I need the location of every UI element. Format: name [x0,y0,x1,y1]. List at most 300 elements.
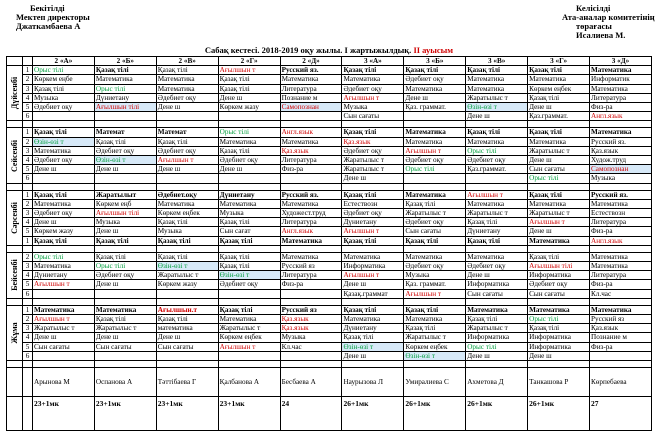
lesson-row [7,112,652,121]
lesson-cell: Қазақ тілі [33,84,95,93]
lesson-cell [94,112,156,121]
separator-cell [218,361,280,368]
lesson-cell: Қазақ тілі [466,218,528,227]
lesson-number: 2 [23,75,33,84]
day-name: Жұма [9,322,19,344]
lesson-cell: Қазақ.граммат [342,289,404,298]
lesson-cell: Қазақ тілі [94,252,156,261]
lesson-cell: Жаратылыс т [33,324,95,333]
lesson-cell: Математика [590,199,652,208]
lesson-cell: Қазақ тілі [528,324,590,333]
lesson-cell: Литература [590,271,652,280]
separator-cell [94,183,156,190]
separator-cell [94,298,156,305]
lesson-cell: Қаз.язык [280,146,342,155]
lesson-cell: Қазақ тілі [33,190,95,199]
lesson-number: 2 [23,137,33,146]
lesson-cell: Жаратылыс т [156,271,218,280]
lesson-cell: Дене ш [94,333,156,342]
lesson-row [7,227,652,236]
lesson-cell: Информатик [590,75,652,84]
weekly-hours: 23+1мк [156,397,218,431]
lesson-cell: Самопознан [280,103,342,112]
lesson-cell: Математика [404,128,466,137]
agreement-line: Ата-аналар комитетінің [562,12,655,22]
lesson-cell: Дене ш [218,165,280,174]
separator-cell [33,183,95,190]
lesson-cell: Информатика [466,280,528,289]
class-header: 3 «В» [466,57,528,66]
lesson-cell: Орыс тілі [528,174,590,183]
lesson-cell [218,289,280,298]
lesson-cell: Сын сағат [218,227,280,236]
lesson-number: 4 [23,218,33,227]
lesson-row [7,351,652,360]
lesson-cell: Ағылшын тілі [94,209,156,218]
separator-cell [404,245,466,252]
agreement-line: Келісілді [576,3,611,13]
lesson-cell: Литература [280,156,342,165]
teacher-name: Арынова М [33,368,95,397]
separator-cell [156,361,218,368]
lesson-number: 5 [23,165,33,174]
lesson-cell: Англ.язык [280,128,342,137]
separator-cell [94,245,156,252]
lesson-cell: Дене ш [342,351,404,360]
lesson-cell: Музыка [156,227,218,236]
lesson-cell: Математика [590,66,652,75]
lesson-cell: Дене ш [94,280,156,289]
lesson-cell: Литература [590,218,652,227]
lesson-cell: Ағылшын т [33,280,95,289]
separator-cell [404,183,466,190]
lesson-cell: Дене ш [466,351,528,360]
lesson-number: 3 [23,324,33,333]
lesson-number: 4 [23,333,33,342]
teacher-name: Ахметова Д [466,368,528,397]
day-separator [7,245,652,252]
lesson-cell: Математика [466,199,528,208]
lesson-cell: Музыка [404,271,466,280]
lesson-cell: Әдебиет оқу [218,156,280,165]
lesson-cell: Қаз.язык [342,137,404,146]
lesson-cell [94,174,156,183]
lesson-number: 4 [23,156,33,165]
separator-cell [218,245,280,252]
lesson-cell: Өзін-өзі т [218,271,280,280]
separator-cell [528,183,590,190]
lesson-cell: Көркем еңб [94,199,156,208]
lesson-cell: Дене ш [528,103,590,112]
lesson-cell: Қазақ тілі [156,315,218,324]
lesson-cell: Математика [590,84,652,93]
lesson-number: 4 [23,271,33,280]
lesson-cell: Қазақ тілі [342,236,404,245]
separator-cell [342,245,404,252]
lesson-cell: Сын сағаты [342,112,404,121]
lesson-cell: Қазақ тілі [528,93,590,102]
lesson-cell [33,289,95,298]
separator-cell [7,361,23,368]
day-cell [7,305,23,360]
weekly-hours: 26+1мк [404,397,466,431]
lesson-cell: Музыка [33,93,95,102]
lesson-cell: Математика [466,75,528,84]
lesson-cell: Русский яз [280,305,342,314]
lesson-cell: Физ-ра [590,103,652,112]
lesson-cell: Қаз.язык [590,324,652,333]
separator-cell [342,361,404,368]
lesson-cell: Дүниетану [218,190,280,199]
weekly-hours: 24 [280,397,342,431]
separator-cell [342,121,404,128]
lesson-cell: Әдебиет оқу [156,93,218,102]
separator-cell [218,298,280,305]
lesson-row [7,324,652,333]
lesson-cell: Қазақ тілі [528,190,590,199]
class-header: 2 «Г» [218,57,280,66]
day-separator [7,183,652,190]
lesson-cell: Русский яз. [280,66,342,75]
lesson-cell: Қазақ тілі [94,137,156,146]
lesson-cell: Музыка [218,209,280,218]
lesson-cell: Математика [404,190,466,199]
lesson-number: 1 [23,305,33,314]
lesson-cell: Математика [156,84,218,93]
weekly-hours: 23+1мк [33,397,95,431]
separator-cell [218,183,280,190]
lesson-cell: Математика [590,305,652,314]
separator-cell [590,245,652,252]
lesson-cell: Дене ш [156,103,218,112]
lesson-cell: Физ-ра [590,342,652,351]
lesson-cell: Математика [342,252,404,261]
lesson-cell: Жаратылыс т [466,324,528,333]
separator-cell [466,298,528,305]
lesson-cell: Математика [33,199,95,208]
lesson-cell: Қазақ тілі [156,66,218,75]
separator-cell [156,183,218,190]
lesson-cell: Қазақ тілі [218,75,280,84]
lesson-cell: Әдебиет оқу [33,103,95,112]
lesson-cell: Өзін-өзі т [94,156,156,165]
lesson-cell [404,174,466,183]
lesson-cell: Естествозн [342,199,404,208]
lesson-cell: Өзін-өзі т [156,262,218,271]
day-separator [7,298,652,305]
separator-cell [7,121,23,128]
teacher-name: Умиралиева С [404,368,466,397]
lesson-cell: Жаратылыс т [342,165,404,174]
lesson-cell: Математика [404,252,466,261]
weekly-hours: 27 [590,397,652,431]
lesson-cell: Ағылшын т [218,66,280,75]
lesson-cell: Математика [280,252,342,261]
separator-cell [23,245,33,252]
lesson-cell: Дүниетану [342,324,404,333]
separator-cell [590,183,652,190]
lesson-cell: Сын сағаты [528,165,590,174]
lesson-number: 1 [23,66,33,75]
lesson-cell: Математика [528,75,590,84]
approval-line: Мектеп директоры [16,12,90,22]
agreement-line: төрағасы [576,21,612,31]
lesson-cell: Ағылшын т [156,156,218,165]
lesson-cell: Математика [590,128,652,137]
lesson-cell: Қазақ тілі [466,66,528,75]
lesson-cell: Әдебиет оқу [528,280,590,289]
lesson-number: 5 [23,103,33,112]
class-header: 3 «Г» [528,57,590,66]
separator-cell [94,361,156,368]
lesson-row [7,280,652,289]
lesson-cell: Кл.час [590,289,652,298]
lesson-cell: Жаратылыс т [342,156,404,165]
lesson-cell [280,351,342,360]
day-cell [7,128,23,183]
lesson-cell: Дене ш [342,280,404,289]
lesson-cell: Әдебиет оқу [404,75,466,84]
day-name: Дүйсенбі [9,77,19,110]
separator-cell [23,361,33,368]
lesson-cell: Қазақ тілі [404,66,466,75]
lesson-cell: Қазақ тілі [218,236,280,245]
lesson-number: 5 [23,280,33,289]
lesson-row [7,174,652,183]
corner-cell [23,57,33,66]
separator-cell [466,183,528,190]
lesson-cell: Дене ш [218,93,280,102]
lesson-cell: Англ.язык [590,236,652,245]
lesson-cell: Музыка [590,174,652,183]
lesson-cell: Жаратылыс т [528,146,590,155]
lesson-cell: Әдебиет оқу [342,84,404,93]
separator-cell [590,361,652,368]
lesson-cell: Литература [280,271,342,280]
lesson-cell: Дене ш [342,174,404,183]
lesson-cell: Әдебиет оқу [342,209,404,218]
lesson-cell: Орыс тілі [466,342,528,351]
lesson-cell: Дене ш [404,93,466,102]
lesson-row [7,315,652,324]
lesson-number: 1 [23,190,33,199]
lesson-cell: Дене ш [33,333,95,342]
lesson-cell: Қаз. граммат. [404,103,466,112]
lesson-number: 6 [23,351,33,360]
weekly-hours: 26+1мк [466,397,528,431]
separator-cell [33,361,95,368]
lesson-cell: Қазақ тілі [218,305,280,314]
lesson-cell [94,289,156,298]
lesson-cell: Қазақ тілі [528,128,590,137]
lesson-cell: Математика [466,305,528,314]
blank-cell [23,368,33,397]
lesson-cell: Қазақ тілі [94,315,156,324]
lesson-cell: Қазақ тілі [94,236,156,245]
lesson-row [7,156,652,165]
separator-cell [23,121,33,128]
lesson-cell: Математ [156,128,218,137]
lesson-cell: Математика [528,199,590,208]
separator-cell [33,298,95,305]
approval-line: Бекітілді [30,3,65,13]
lesson-cell: Өзін-өзі т [342,342,404,351]
blank-cell [7,397,23,431]
lesson-cell: Математика [33,262,95,271]
lesson-cell: Дене ш [94,227,156,236]
separator-cell [280,121,342,128]
lesson-cell: Сын сағаты [156,342,218,351]
lesson-cell: Қазақ тілі [156,236,218,245]
lesson-cell: Орыс тілі [94,262,156,271]
lesson-cell: Математика [404,84,466,93]
lesson-cell: Қазақ тілі [94,66,156,75]
lesson-cell: Өзін-өзі т [404,351,466,360]
lesson-cell [218,351,280,360]
lesson-cell: Әдебиет оқу [404,218,466,227]
lesson-number: 3 [23,262,33,271]
lesson-cell: Математ [94,128,156,137]
lesson-cell [33,112,95,121]
lesson-cell: Ағылшын тілі [528,262,590,271]
lesson-cell: Қазақ тілі [342,190,404,199]
lesson-cell: Математика [528,236,590,245]
lesson-row [7,218,652,227]
class-header-row [7,57,652,66]
weekly-hours: 26+1мк [342,397,404,431]
separator-cell [33,121,95,128]
lesson-row [7,333,652,342]
lesson-cell: Дүниетану [466,227,528,236]
lesson-cell: Ағылшын т [33,315,95,324]
lesson-cell: Ағылшын т [342,271,404,280]
separator-cell [7,245,23,252]
lesson-cell: Ағылшын т [342,227,404,236]
lesson-cell: Қазақ тілі [342,305,404,314]
lesson-cell: Қазақ тілі [156,218,218,227]
lesson-row [7,271,652,280]
lesson-cell: Математика [33,305,95,314]
lesson-cell: Математика [280,75,342,84]
lesson-cell: Қазақ тілі [218,262,280,271]
lesson-cell: Көркем жазу [218,103,280,112]
lesson-row [7,199,652,208]
lesson-number: 1 [23,128,33,137]
weekly-hours: 26+1мк [528,397,590,431]
lesson-cell: Сын сағаты [404,227,466,236]
separator-cell [466,121,528,128]
lesson-cell: Әдебиет оқу [466,262,528,271]
lesson-cell: Ағылшын т [528,218,590,227]
lesson-cell: Англ.язык [280,227,342,236]
lesson-cell: Әдебиет оқу [94,271,156,280]
lesson-number: 5 [23,227,33,236]
lesson-cell: Қазақ тілі [404,199,466,208]
class-header: 2 «Д» [280,57,342,66]
day-separator [7,121,652,128]
separator-cell [590,121,652,128]
lesson-row [7,93,652,102]
lesson-cell: Художест.труд [280,209,342,218]
lesson-row [7,66,652,75]
separator-cell [218,121,280,128]
lesson-number: 4 [23,93,33,102]
lesson-cell: Музыка [280,333,342,342]
lesson-cell: Қазақ тілі [528,252,590,261]
lesson-cell [218,174,280,183]
lesson-cell: Дене ш [156,165,218,174]
lesson-cell: Қазақ тілі [218,218,280,227]
lesson-number: 6 [23,112,33,121]
lesson-cell: Естествозн [590,209,652,218]
lesson-cell: Орыс тілі [33,66,95,75]
lesson-number: 1 [23,236,33,245]
lesson-cell [466,174,528,183]
class-header: 2 «А» [33,57,95,66]
lesson-cell: Қаз. граммат. [404,280,466,289]
weekly-hours: 23+1мк [218,397,280,431]
lesson-cell: Физ-ра [590,227,652,236]
lesson-cell: Музыка [94,218,156,227]
lesson-cell: Самопознан [590,165,652,174]
lesson-row [7,262,652,271]
lesson-cell: Қазақ тілі [218,146,280,155]
lesson-cell: Математика [590,262,652,271]
lesson-cell: Көркем еңбек [218,333,280,342]
lesson-cell: Кл.час [280,342,342,351]
class-header: 3 «А» [342,57,404,66]
lesson-cell: Математика [156,75,218,84]
title-main: Сабақ кестесі. 2018-2019 оқу жылы. I жартыжылдық. [204,45,414,55]
lesson-cell [218,112,280,121]
lesson-number: 2 [23,315,33,324]
lesson-row [7,252,652,261]
lesson-cell [33,174,95,183]
lesson-cell: Әдебиет оқу [404,156,466,165]
lesson-cell: Қаз.язык [280,315,342,324]
separator-cell [342,298,404,305]
lesson-cell: Познание м [280,93,342,102]
title-shift: II ауысым [413,45,454,55]
lesson-cell: Математика [280,137,342,146]
lesson-cell: Қазақ тілі [404,236,466,245]
lesson-cell: Қазақ тілі [156,137,218,146]
separator-cell [528,121,590,128]
lesson-cell: Орыс тілі [94,84,156,93]
lesson-cell: Дене ш [94,165,156,174]
lesson-cell: Ағылшын т [218,342,280,351]
day-name: Сейсенбі [9,139,19,172]
lesson-cell: Ағылшын тілі [94,103,156,112]
lesson-cell: Англ.язык [590,112,652,121]
lesson-number: 2 [23,199,33,208]
lesson-cell: Математика [466,137,528,146]
teacher-row [7,368,652,397]
lesson-cell [280,174,342,183]
lesson-cell: Әдебиет оқу [33,156,95,165]
lesson-cell: Қазақ тілі [466,315,528,324]
lesson-cell: Математика [404,137,466,146]
lesson-number: 5 [23,342,33,351]
lesson-cell [94,351,156,360]
separator-cell [280,245,342,252]
lesson-cell: Жаратылыс т [466,93,528,102]
separator-cell [23,298,33,305]
class-header: 2 «В» [156,57,218,66]
approval-line: Джаткамбаева А [16,21,81,31]
lesson-cell: математика [156,324,218,333]
separator-cell [94,121,156,128]
